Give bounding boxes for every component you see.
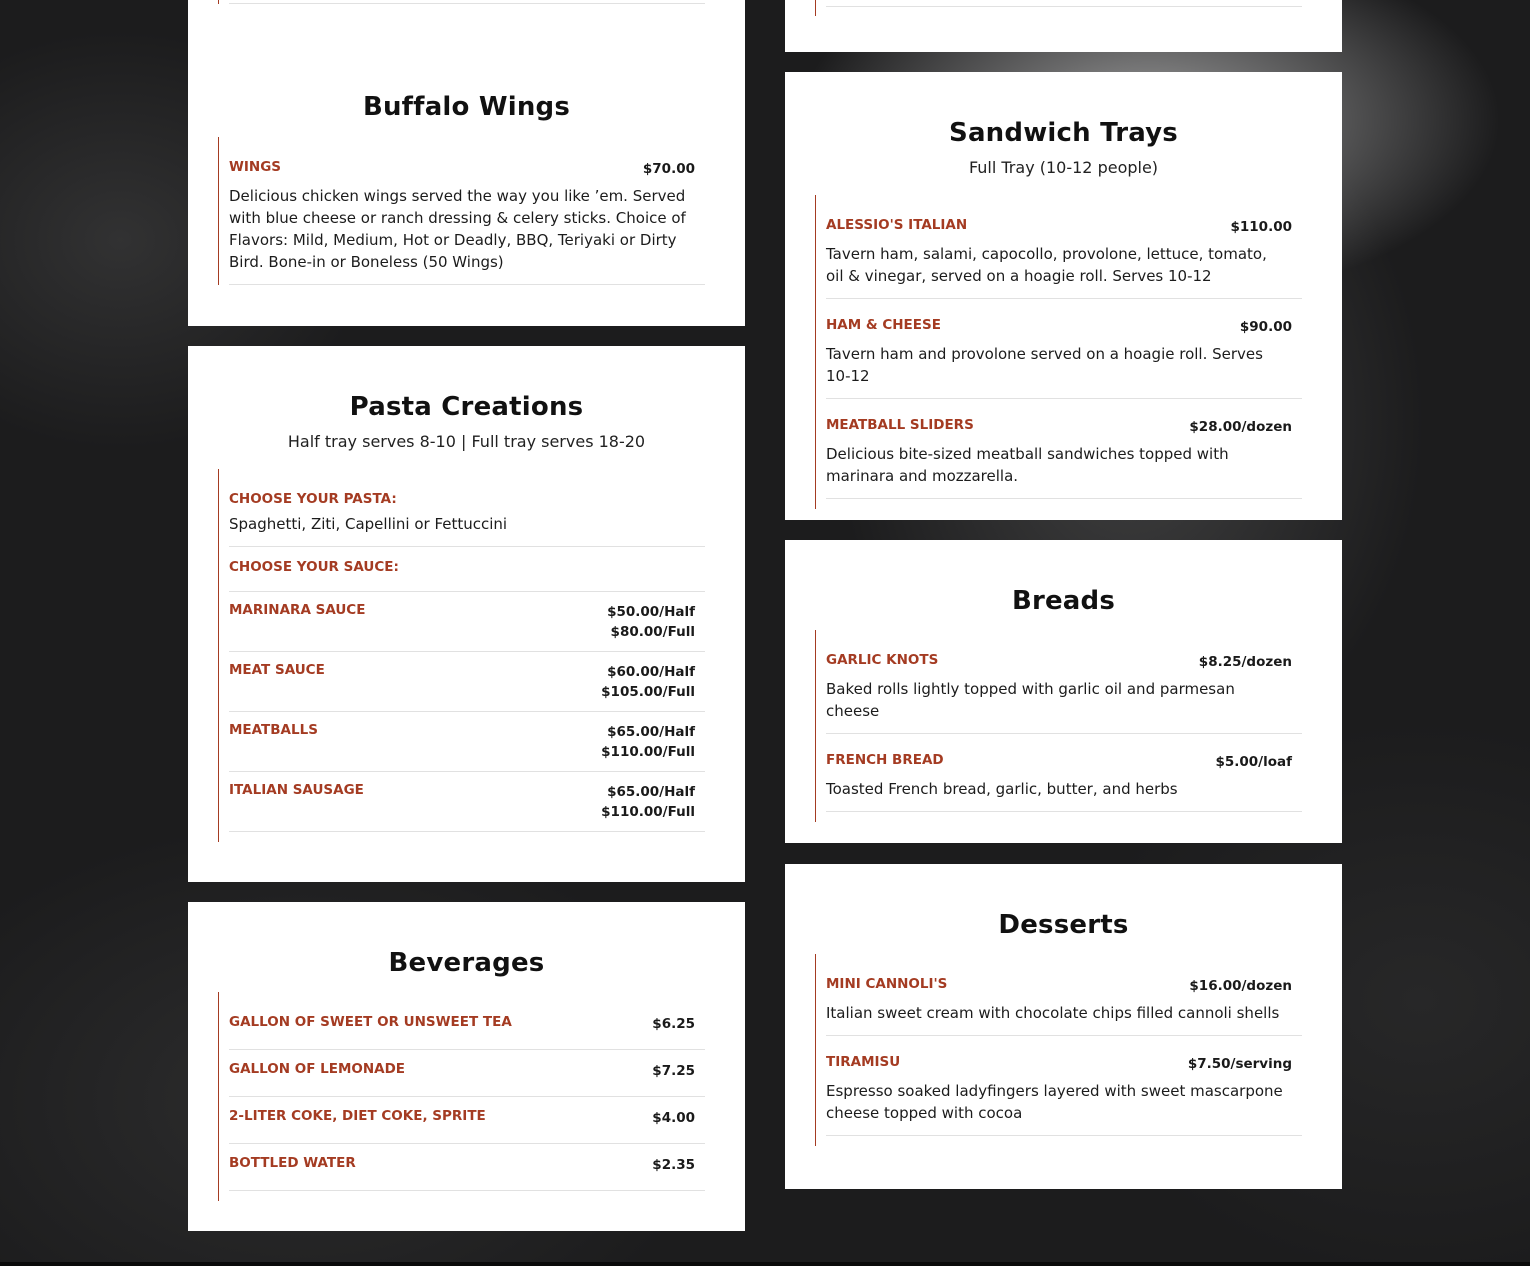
item-name: ITALIAN SAUSAGE [229,782,364,798]
item-price: $5.00/loaf [1215,754,1292,770]
item-description: Tavern ham, salami, capocollo, provolone, lettuce, tomato, oil & vinegar, served on a hoagie roll. Serves 10-12 [826,245,1267,285]
item-price-full: $110.00/Full [601,744,695,760]
item-name: FRENCH BREAD [826,752,944,768]
item-name: MARINARA SAUCE [229,602,366,618]
item-description: Delicious bite-sized meatball sandwiches topped with marinara and mozzarella. [826,445,1229,485]
item-price-half: $65.00/Half [607,724,695,740]
menu-item [826,954,1302,1036]
menu-item [229,712,705,772]
menu-item [229,652,705,712]
previous-section-card-right [785,0,1342,52]
item-price: $6.25 [652,1016,695,1032]
item-price: $7.25 [652,1063,695,1079]
menu-list [218,137,705,285]
desserts-card [785,864,1342,1189]
item-name: ALESSIO'S ITALIAN [826,217,968,233]
menu-item [229,469,705,547]
item-name: WINGS [229,159,282,175]
item-price: $4.00 [652,1110,695,1126]
item-name: MEATBALL SLIDERS [826,417,974,433]
menu-item [826,630,1302,734]
item-price: $16.00/dozen [1189,978,1292,994]
item-description: Tavern ham and provolone served on a hoagie roll. Serves 10-12 [826,345,1263,385]
item-price-half: $50.00/Half [607,604,695,620]
menu-item [229,772,705,832]
item-price: $28.00/dozen [1189,419,1292,435]
section-title: Buffalo Wings [362,92,571,122]
menu-item [229,547,705,592]
item-name: GALLON OF LEMONADE [229,1061,406,1077]
item-description: Espresso soaked ladyfingers layered with sweet mascarpone cheese topped with cocoa [826,1082,1283,1122]
item-price-full: $105.00/Full [601,684,695,700]
item-price: $8.25/dozen [1198,654,1292,670]
menu-item [826,299,1302,399]
previous-section-card-left [188,0,745,46]
item-description: Toasted French bread, garlic, butter, and herbs [826,780,1178,798]
pasta-creations-card [188,346,745,882]
section-title: Breads [1011,586,1116,616]
item-price: $7.50/serving [1187,1056,1292,1072]
menu-item [229,1144,705,1191]
item-price: $70.00 [642,161,695,177]
item-description: Italian sweet cream with chocolate chips filled cannoli shells [826,1004,1280,1022]
menu-item [826,734,1302,812]
item-name: TIRAMISU [826,1054,901,1070]
section-subtitle: Half tray serves 8-10 | Full tray serves 18-20 [287,432,646,451]
menu-item [826,1036,1302,1136]
section-title: Beverages [388,948,545,978]
section-subtitle: Full Tray (10-12 people) [968,158,1159,177]
breads-card [785,540,1342,843]
item-price-full: $110.00/Full [601,804,695,820]
item-price-full: $80.00/Full [610,624,695,640]
menu-item [229,592,705,652]
item-name: MEATBALLS [229,722,318,738]
section-title: Sandwich Trays [949,118,1178,148]
item-price: $110.00 [1230,219,1292,235]
item-name: HAM & CHEESE [826,317,941,333]
menu-item [229,992,705,1050]
item-name: GALLON OF SWEET OR UNSWEET TEA [229,1014,512,1030]
item-name: MINI CANNOLI'S [826,976,948,992]
item-name: CHOOSE YOUR SAUCE: [229,559,399,575]
item-price-half: $60.00/Half [607,664,695,680]
beverages-card [188,902,745,1231]
item-name: GARLIC KNOTS [826,652,939,668]
item-name: CHOOSE YOUR PASTA: [229,491,397,507]
buffalo-wings-card [188,46,745,326]
item-price: $2.35 [652,1157,695,1173]
item-description: Delicious chicken wings served the way you like ’em. Served with blue cheese or ranch dressing & celery sticks. Choice of Flavors: Mild, Medium, Hot or Deadly, BBQ, Teriyaki or Dirty Bird. Bone-in or Boneless (50 Wings) [229,187,686,271]
sandwich-trays-card [785,72,1342,520]
menu-item [826,399,1302,499]
item-description: Spaghetti, Ziti, Capellini or Fettuccini [229,515,508,533]
menu-list [815,630,1302,822]
menu-list [218,469,705,842]
menu-list [815,195,1302,509]
item-name: 2-LITER COKE, DIET COKE, SPRITE [229,1108,486,1124]
section-title: Pasta Creations [349,392,584,422]
section-title: Desserts [998,910,1129,940]
item-name: MEAT SAUCE [229,662,325,678]
item-price-half: $65.00/Half [607,784,695,800]
page-bottom-border [0,1262,1530,1266]
item-description: Baked rolls lightly topped with garlic oil and parmesan cheese [826,680,1235,720]
menu-item [826,195,1302,299]
menu-item [229,137,705,285]
menu-list [815,954,1302,1146]
item-price: $90.00 [1239,319,1292,335]
menu-item [229,1097,705,1144]
item-name: BOTTLED WATER [229,1155,356,1171]
menu-list [218,992,705,1201]
menu-item [229,1050,705,1097]
